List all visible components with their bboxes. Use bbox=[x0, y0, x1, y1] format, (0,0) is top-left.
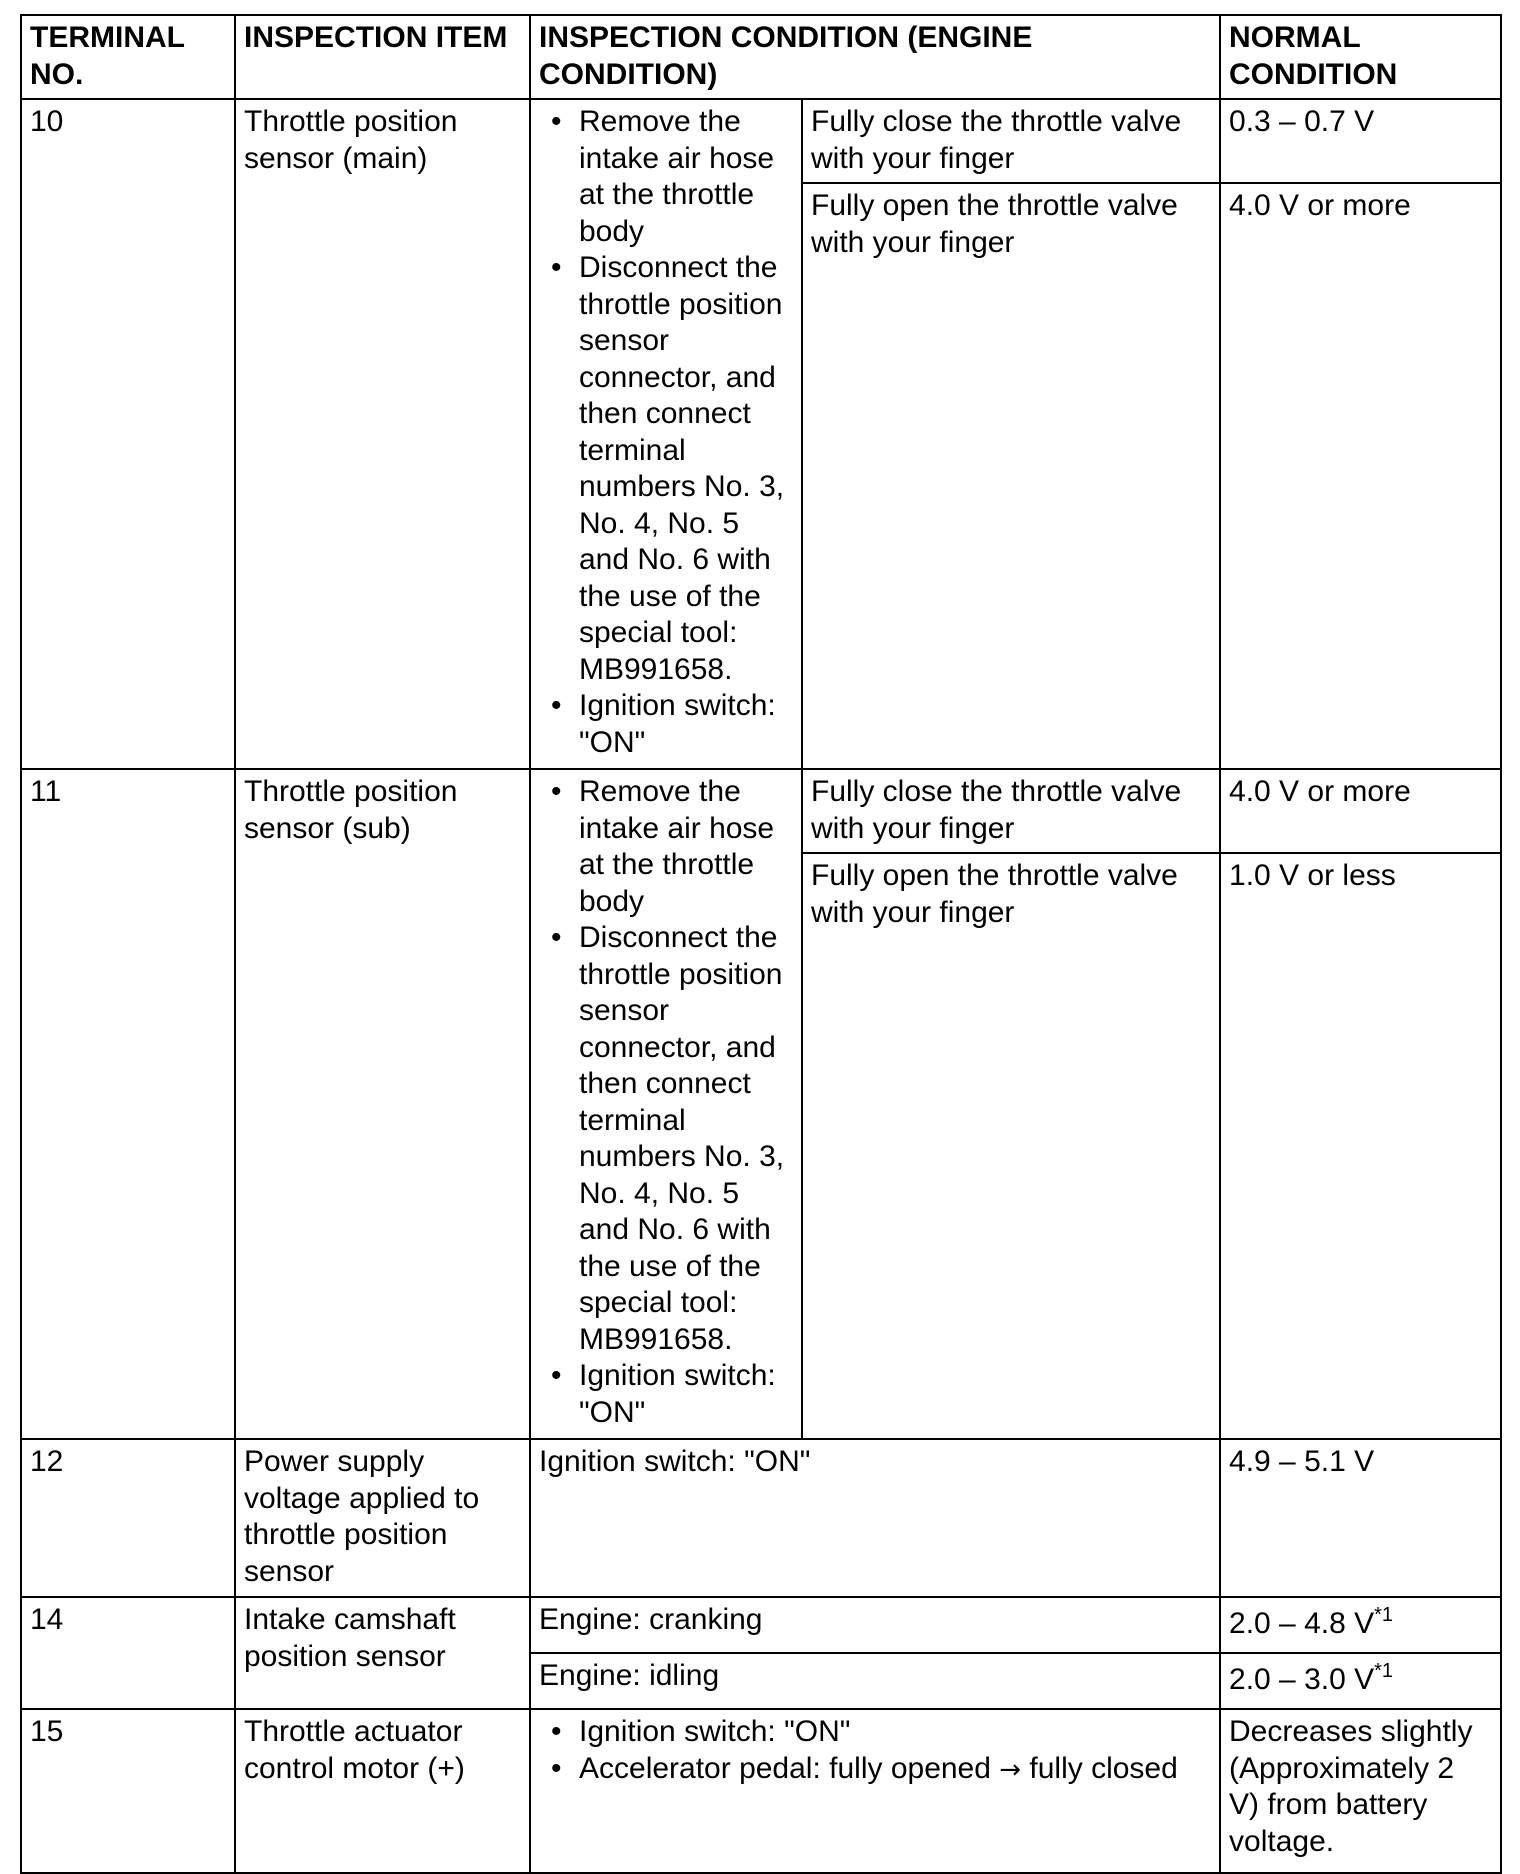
list-item: • Disconnect the throttle position sensor connector, and then connect terminal numbers No. 3, No. 4, No. 5 and No. 6 with the use of the special tool: MB991658. bbox=[539, 920, 793, 1358]
terminal-no-cell: 10 bbox=[21, 99, 235, 769]
table-row bbox=[21, 769, 1501, 853]
inspection-steps-cell bbox=[530, 769, 802, 1439]
condition-cell: Engine: idling bbox=[530, 1653, 1220, 1709]
inspection-item-cell: Throttle actuator control motor (+) bbox=[235, 1709, 530, 1873]
table-row bbox=[21, 1439, 1501, 1597]
table-row bbox=[21, 1597, 1501, 1653]
condition-cell: Ignition switch: "ON" bbox=[530, 1439, 1220, 1597]
inspection-steps-cell bbox=[530, 99, 802, 769]
inspection-item-cell: Power supply voltage applied to throttle position sensor bbox=[235, 1439, 530, 1597]
normal-condition-cell: 1.0 V or less bbox=[1220, 853, 1501, 1439]
normal-value: 2.0 – 3.0 V bbox=[1229, 1663, 1375, 1696]
normal-condition-cell bbox=[1220, 1597, 1501, 1653]
condition-cell: Engine: cranking bbox=[530, 1597, 1220, 1653]
footnote-marker: *1 bbox=[1374, 1660, 1394, 1682]
condition-cell: Fully close the throttle valve with your finger bbox=[802, 769, 1220, 853]
list-item: • Ignition switch: "ON" bbox=[539, 1358, 793, 1431]
header-row bbox=[21, 15, 1501, 99]
condition-cell: Fully open the throttle valve with your finger bbox=[802, 183, 1220, 769]
step-text: fully closed bbox=[1021, 1751, 1178, 1785]
terminal-no-cell: 11 bbox=[21, 769, 235, 1439]
terminal-no-cell: 15 bbox=[21, 1709, 235, 1873]
table-row bbox=[21, 1709, 1501, 1873]
step-text: Accelerator pedal: fully opened bbox=[579, 1751, 1000, 1785]
inspection-steps-list bbox=[539, 774, 793, 1431]
condition-cell: Fully open the throttle valve with your finger bbox=[802, 853, 1220, 1439]
list-item: • Ignition switch: "ON" bbox=[539, 1714, 1211, 1751]
normal-condition-cell: Decreases slightly (Approximately 2 V) from battery voltage. bbox=[1220, 1709, 1501, 1873]
header-normal-condition: NORMAL CONDITION bbox=[1220, 15, 1501, 99]
inspection-steps-list bbox=[539, 1714, 1211, 1788]
terminal-no-cell: 14 bbox=[21, 1597, 235, 1709]
normal-condition-cell: 4.0 V or more bbox=[1220, 769, 1501, 853]
normal-value: 2.0 – 4.8 V bbox=[1229, 1607, 1375, 1640]
condition-cell: Fully close the throttle valve with your finger bbox=[802, 99, 1220, 183]
list-item: • Remove the intake air hose at the throttle body bbox=[539, 774, 793, 920]
table-row bbox=[21, 99, 1501, 183]
header-inspection-item: INSPECTION ITEM bbox=[235, 15, 530, 99]
normal-condition-cell: 4.9 – 5.1 V bbox=[1220, 1439, 1501, 1597]
terminal-no-cell: 12 bbox=[21, 1439, 235, 1597]
inspection-steps-cell bbox=[530, 1709, 1220, 1873]
header-inspection-condition: INSPECTION CONDITION (ENGINE CONDITION) bbox=[530, 15, 1220, 99]
list-item: • Disconnect the throttle position sensor connector, and then connect terminal numbers No. 3, No. 4, No. 5 and No. 6 with the use of the special tool: MB991658. bbox=[539, 250, 793, 688]
normal-condition-cell: 4.0 V or more bbox=[1220, 183, 1501, 769]
list-item bbox=[539, 1751, 1211, 1789]
inspection-item-cell: Intake camshaft position sensor bbox=[235, 1597, 530, 1709]
footnote-marker: *1 bbox=[1374, 1604, 1394, 1626]
inspection-steps-list bbox=[539, 104, 793, 761]
list-item: • Ignition switch: "ON" bbox=[539, 688, 793, 761]
inspection-table bbox=[20, 14, 1502, 1874]
right-arrow-icon: → bbox=[999, 1754, 1022, 1785]
list-item: • Remove the intake air hose at the throttle body bbox=[539, 104, 793, 250]
header-terminal-no: TERMINAL NO. bbox=[21, 15, 235, 99]
inspection-item-cell: Throttle position sensor (main) bbox=[235, 99, 530, 769]
normal-condition-cell: 0.3 – 0.7 V bbox=[1220, 99, 1501, 183]
normal-condition-cell bbox=[1220, 1653, 1501, 1709]
inspection-item-cell: Throttle position sensor (sub) bbox=[235, 769, 530, 1439]
